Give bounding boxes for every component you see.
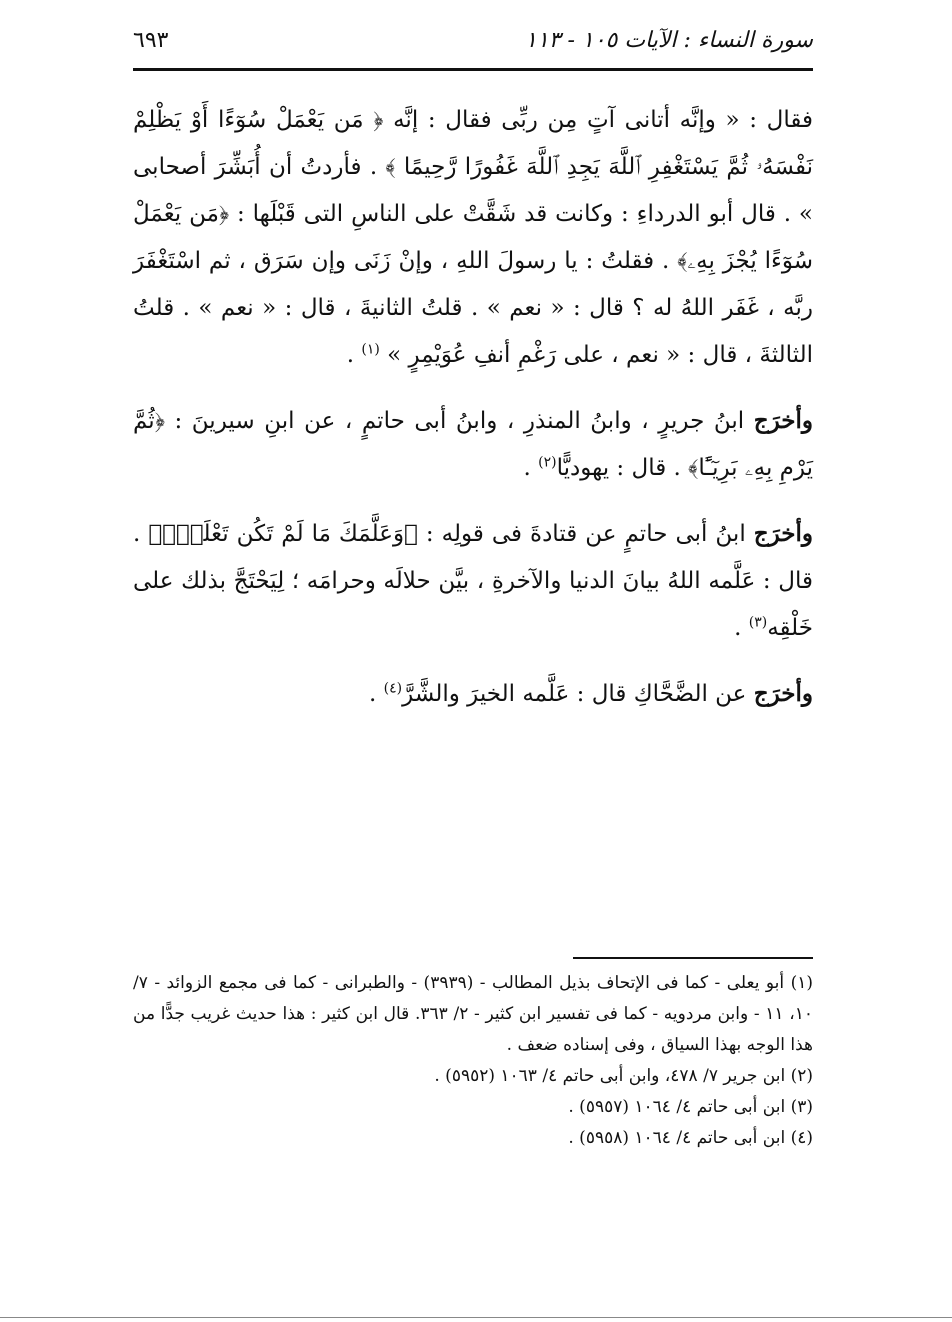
page-number: ٦٩٣ (133, 28, 169, 53)
paragraph-lead: وأخرَج (753, 680, 813, 707)
footnote-ref: (٣) (748, 614, 768, 631)
footnote-ref: (٢) (538, 454, 557, 471)
paragraph-end: . (369, 681, 384, 707)
paragraph (133, 670, 813, 718)
footnotes (133, 968, 813, 1154)
paragraph (133, 397, 813, 492)
footnote-separator (573, 957, 813, 959)
paragraph-text: عن الضَّحَّاكِ قال : عَلَّمه الخيرَ والشَّرَّ (402, 681, 754, 707)
footnote: (٣) ابن أبى حاتم ٤/ ١٠٦٤ (٥٩٥٧) . (568, 1097, 813, 1117)
footnote: (٤) ابن أبى حاتم ٤/ ١٠٦٤ (٥٩٥٨) . (568, 1128, 813, 1148)
paragraph-lead: وأخرَج (753, 407, 813, 434)
main-text (133, 96, 813, 736)
running-header (133, 26, 813, 62)
paragraph-text: ابنُ أبى حاتمٍ عن قتادةَ فى قولِه : ﴿وَعَلَّمَكَ مَا لَمْ تَكُن تَعْلَمُۚ﴾ . قال : عَلَّمه اللهُ بيانَ الدنيا والآخرةِ ، بيَّن حلالَه وحرامَه ؛ لِيَحْتَجَّ بذلك على خَلْقِه (133, 521, 813, 641)
footnote-ref: (٤) (383, 680, 403, 697)
footnote: (٢) ابن جرير ٧/ ٤٧٨، وابن أبى حاتم ٤/ ١٠٦٣ (٥٩٥٢) . (434, 1066, 813, 1086)
paragraph-end: . (346, 342, 362, 368)
paragraph-text: ابنُ جريرٍ ، وابنُ المنذرِ ، وابنُ أبى حاتمٍ ، عن ابنِ سيرينَ : ﴿ثُمَّ يَرْمِ بِهِۦ بَرِيٓـًٔا﴾ . قال : يهوديًّا (133, 408, 813, 481)
paragraph (133, 96, 813, 379)
paragraph-lead: وأخرَج (753, 520, 813, 547)
scan-edge (0, 1317, 952, 1318)
paragraph-end: . (523, 455, 539, 481)
paragraph-end: . (734, 615, 749, 641)
header-rule (133, 68, 813, 71)
footnote: (١) أبو يعلى - كما فى الإتحاف بذيل المطالب - (٣٩٣٩) - والطبرانى - كما فى مجمع الزوائد - ٧/ ١٠، ١١ - وابن مردويه - كما فى تفسير ابن كثير - ٢/ ٣٦٣. قال ابن كثير : هذا حديث غريب جدًّا من هذا الوجه بهذا السياق ، وفى إسناده ضعف . (133, 973, 813, 1055)
paragraph (133, 510, 813, 652)
paragraph-text: فقال : « وإنَّه أتانى آتٍ مِن ربِّى فقال : إنَّه ﴿ مَن يَعْمَلْ سُوٓءًا أَوْ يَظْلِمْ نَفْسَهُۥ ثُمَّ يَسْتَغْفِرِ ٱللَّهَ يَجِدِ ٱللَّهَ غَفُورًا رَّحِيمًا ﴾ . فأردتُ أن أُبَشِّرَ أصحابى » . قال أبو الدرداءِ : وكانت قد شَقَّتْ على الناسِ التى قَبْلَها : ﴿مَن يَعْمَلْ سُوٓءًا يُجْزَ بِهِۦ﴾ . فقلتُ : يا رسولَ اللهِ ، وإنْ زَنَى وإن سَرَق ، ثم اسْتَغْفَرَ ربَّه ، غَفَر اللهُ له ؟ قال : « نعم » . قلتُ الثانيةَ ، قال : « نعم » . قلتُ الثالثةَ ، قال : « نعم ، على رَغْمِ أنفِ عُوَيْمِرٍ » (133, 107, 813, 368)
footnote-ref: (١) (361, 341, 380, 358)
running-header-title: سورة النساء : الآيات ١٠٥ - ١١٣ (525, 28, 813, 53)
